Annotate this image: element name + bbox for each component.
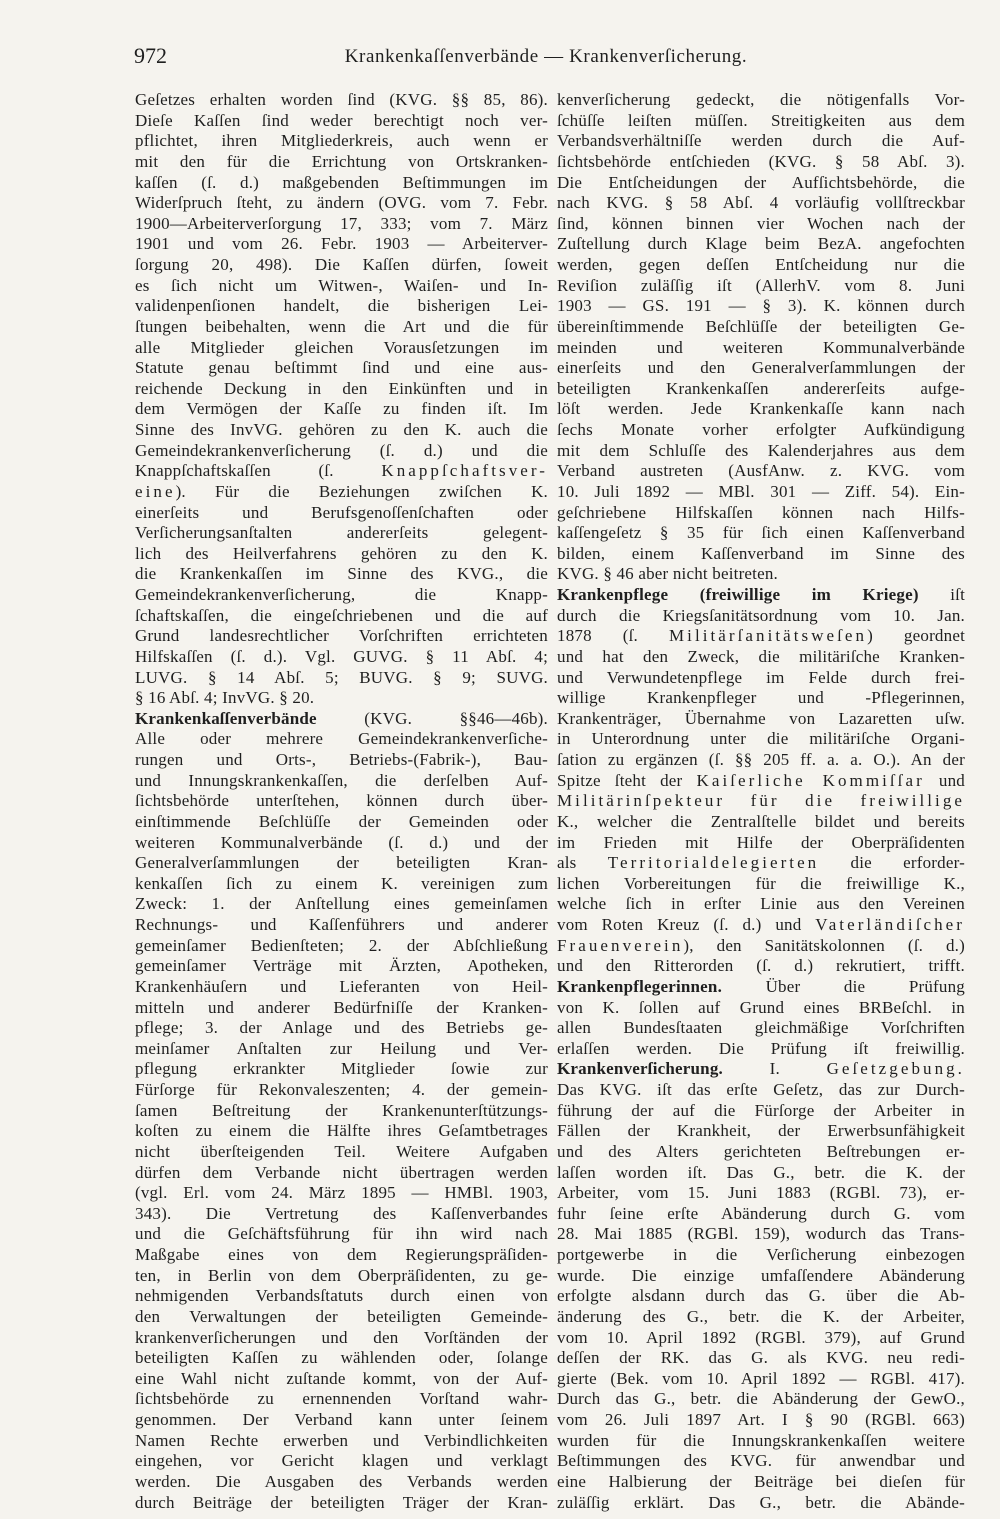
text-segment: (KVG. §§46—46b). [316,708,548,728]
text-line: Maßgabe eines von dem Regierungspräſiden- [135,1245,548,1264]
text-line: einſtimmende Beſchlüſſe der Gemeinden oder [135,811,548,831]
text-line: mit dem Schluſſe des Kalenderjahres aus dem [557,440,965,460]
text-line: von K. ſollen auf Grund eines BRBeſchl. in [557,997,965,1017]
text-line: 10. Juli 1892 — MBl. 301 — Ziff. 54). Ein- [557,481,965,501]
text-line: und die Geſchäftsführung für ihn wird nach [135,1224,548,1244]
text-line: Arbeiter, vom 15. Juni 1883 (RGBl. 73), er- [557,1183,965,1203]
text-line: Verſicherungsanſtalten andererſeits gelegent- [135,523,548,543]
spaced-emphasis: Geſetzgebung. [826,1059,965,1079]
text-line: ſechs Monate vorher erfolgter Aufkündigung [557,420,965,439]
text-line: 1900—Arbeiterverſorgung 17, 333; vom 7. März [135,213,548,233]
text-line: Dieſe Kaſſen ſind weder berechtigt noch ver- [135,110,548,130]
text-line: mit den für die Errichtung von Ortskranken- [135,151,548,171]
text-line: ſation zu ergänzen (ſ. §§ 205 ff. a. a. O.). An der [557,750,965,769]
text-line: allen Bundesſtaaten gleichmäßige Vorſchriften [557,1018,965,1038]
text-line: Alle oder mehrere Gemeindekrankenverſiche- [135,729,548,749]
text-line: zuläſſig erklärt. Das G., betr. die Abände- [557,1492,965,1512]
text-line: mitteln und anderer Bedürfniſſe der Kranken- [135,997,548,1017]
text-line [557,791,965,812]
text-line: übereinſtimmende Beſchlüſſe der beteiligten Ge- [557,316,965,336]
text-line [135,709,548,730]
text-line [557,771,965,792]
text-line: erfolgte alsdann durch das G. über die Ab- [557,1286,965,1306]
right-column [557,90,965,1513]
entry-headword: Krankenpflegerinnen. [557,976,723,996]
text-line: pflichtet, ihren Mitgliederkreis, auch wenn er [135,131,548,151]
spaced-emphasis: Knappſchaftsver- [381,461,548,481]
spaced-emphasis: Militärinſpekteur für die freiwillige [557,791,965,811]
text-line: Sinne des InvVG. gehören zu den K. auch die [135,420,548,439]
text-segment: iſt [918,585,965,604]
text-line: Zuſtellung durch Klage beim BezA. angefochten [557,234,965,254]
text-line [557,853,965,874]
text-line: und des Alters gerichteten Beſtrebungen er- [557,1141,965,1161]
text-line: Statute genau beſtimmt ſind und eine aus- [135,358,548,378]
text-line: geſchriebene Hilfskaſſen können nach Hilfs- [557,502,965,522]
text-line: vom 26. Juli 1897 Art. I § 90 (RGBl. 663) [557,1410,965,1429]
text-segment: und [924,770,965,790]
text-line [557,915,965,936]
text-line: welche ſich in erſter Linie aus den Vereinen [557,894,965,914]
text-line: lichen Vorbereitungen für die freiwillige K., [557,873,965,893]
text-line: Reviſion zuläſſig iſt (AllerhV. vom 8. Juni [557,275,965,295]
text-line: Grund landesrechtlicher Vorſchriften errichteten [135,626,548,646]
text-line: in Unterordnung unter die militäriſche Organi- [557,729,965,749]
text-line: wurde. Die einzige umfaſſendere Abänderung [557,1265,965,1285]
text-segment: ) geordnet [867,626,965,646]
text-line: im Frieden mit Hilfe der Oberpräſidenten [557,832,965,852]
text-line: Widerſpruch ſteht, zu ändern (OVG. vom 7. Febr. [135,193,548,213]
text-line: portgewerbe in die Verſicherung einbezogen [557,1245,965,1264]
text-line: reichende Deckung in den Einkünften und in [135,378,548,398]
text-line: bilden, einem Kaſſenverband im Sinne des [557,543,965,563]
text-segment: Knappſchaftskaſſen (ſ. [135,461,382,481]
text-line: Verband austreten (AusfAnw. z. KVG. vom [557,461,965,481]
text-line: Geſetzes erhalten worden ſind (KVG. §§ 85, 86). [135,90,548,109]
text-segment: die erforder- [819,853,965,873]
text-line [557,585,965,606]
text-line: deſſen der RK. das G. als KVG. neu redi- [557,1348,965,1368]
text-line: Beſtimmungen des KVG. für anwendbar und [557,1451,965,1471]
text-line: (vgl. Erl. vom 24. März 1895 — HMBl. 1903, [135,1183,548,1203]
spaced-emphasis: Frauenverein [557,935,684,955]
text-line: eine Halbierung der Beiträge bei dieſen für [557,1471,965,1491]
text-segment: ). Für die Beziehungen zwiſchen K. [175,481,548,501]
running-title: Krankenkaſſenverbände — Krankenverſicherung. [344,46,748,67]
text-line: 343). Die Vertretung des Kaſſenverbandes [135,1203,548,1223]
text-segment: I. [722,1059,827,1079]
text-line: Namen Rechte erwerben und Verbindlichkeiten [135,1430,548,1450]
left-column [135,90,548,1513]
text-segment: 1878 (ſ. [557,626,669,646]
text-line: meinden und weiteren Kommunalverbände [557,337,965,357]
text-line: gierte (Bek. vom 10. April 1892 — RGBl. 417). [557,1368,965,1388]
text-segment: vom Roten Kreuz (ſ. d.) und [557,915,816,934]
text-line: nicht überſteigenden Teil. Weitere Aufgaben [135,1141,548,1161]
text-line: nach KVG. § 58 Abſ. 4 vorläufig vollſtreckbar [557,193,965,213]
text-line: ſind, können binnen vier Wochen nach der [557,213,965,233]
text-line: kaſſen (ſ. d.) maßgebenden Beſtimmungen im [135,172,548,192]
text-line: Krankenträger, Übernahme von Lazaretten uſw. [557,708,965,728]
text-line: und hat den Zweck, die militäriſche Kranken- [557,646,965,666]
text-line: die Krankenkaſſen im Sinne des KVG., die [135,564,548,584]
entry-headword: Krankenkaſſenverbände [135,708,317,728]
text-line: meinſamer Anſtalten zur Heilung und Ver- [135,1038,548,1058]
text-line: Krankenhäuſern und Lieferanten von Heil- [135,976,548,996]
text-line: beteiligten Kaſſen zu wählenden oder, ſolange [135,1348,548,1368]
spaced-emphasis: Territorialdelegierten [607,853,820,873]
text-line: ſorgung 20, 498). Die Kaſſen dürfen, ſoweit [135,255,548,274]
text-line: 1903 — GS. 191 — § 3). K. können durch [557,296,965,316]
text-line: beteiligten Krankenkaſſen andererſeits aufge- [557,378,965,398]
text-line [557,1059,965,1080]
text-line: eingehen, vor Gericht klagen und verklagt [135,1451,548,1471]
text-line: dürfen dem Verbande nicht übertragen werden [135,1162,548,1182]
text-line: ſchaftskaſſen, die eingeſchriebenen und die auf [135,605,548,625]
text-line: ten, in Berlin von dem Oberpräſidenten, zu ge- [135,1265,548,1285]
entry-headword: Krankenverſicherung. [557,1059,723,1079]
spaced-emphasis: Kaiſerliche Kommiſſar [696,770,925,790]
text-line: fuhr ſeine erſte Abänderung durch G. vom [557,1203,965,1223]
text-segment: als [557,853,608,873]
text-line: erlaſſen werden. Die Prüfung iſt freiwillig. [557,1038,965,1058]
text-line: Zweck: 1. der Anſtellung eines gemeinſamen [135,894,548,914]
text-line: KVG. § 46 aber nicht beitreten. [557,564,778,584]
text-line: Rechnungs- und Kaſſenführers und anderer [135,915,548,934]
text-line: den Verwaltungen der beteiligten Gemeinde- [135,1306,548,1326]
text-line: Durch das G., betr. die Abänderung der GewO., [557,1389,965,1409]
text-line: änderung des G., betr. die K. der Arbeiter, [557,1306,965,1326]
text-line: Gemeindekrankenverſicherung, die Knapp- [135,585,548,604]
text-line: kaſſengeſetz § 35 für ſich einen Kaſſenverband [557,523,965,543]
text-line: führung der auf die Fürſorge der Arbeiter in [557,1100,965,1120]
text-line: werden. Die Ausgaben des Verbands werden [135,1471,548,1491]
text-line: koſten zu einem die Hälfte ihres Geſamtbetrages [135,1121,548,1141]
text-line: eine Wahl nicht zuſtande kommt, von der Auf- [135,1368,548,1388]
spaced-emphasis: eine [135,481,176,501]
spaced-emphasis: Militärſanitätsweſen [668,626,868,646]
text-line: durch die Kriegsſanitätsordnung vom 10. Jan. [557,605,965,625]
text-line: gemeinſamer Bedienſteten; 2. der Abſchließung [135,935,548,955]
text-line: pflegung erkrankter Mitglieder ſowie zur [135,1059,548,1079]
text-line: dem Vermögen der Kaſſe zu finden iſt. Im [135,399,548,419]
text-line: LUVG. § 14 Abſ. 5; BUVG. § 9; SUVG. [135,667,548,687]
text-line: Fürſorge für Rekonvaleszenten; 4. der gemein- [135,1080,548,1099]
text-line: durch Beiträge der beteiligten Träger der Kran- [135,1492,548,1512]
text-line: validenpenſionen handelt, die bisherigen Lei- [135,296,548,316]
text-line: § 16 Abſ. 4; InvVG. § 20. [135,688,315,708]
text-line: kenkaſſen ſich zu einem K. vereinigen zum [135,873,548,893]
text-line: ſamen Beſtreitung der Krankenunterſtützungs- [135,1100,548,1120]
text-line [557,977,965,998]
text-line: 1901 und vom 26. Febr. 1903 — Arbeiterver- [135,234,548,254]
text-line: Verbandsverhältniſſe werden durch die Auf- [557,131,965,151]
page-number: 972 [134,43,167,68]
text-line: laſſen worden iſt. Das G., betr. die K. der [557,1162,965,1182]
spaced-emphasis: Vaterländiſcher [815,915,965,934]
text-line [135,482,548,503]
text-line [135,461,548,482]
text-line: ſichtsbehörde unterſtehen, können durch über- [135,791,548,811]
text-line: und Innungskrankenkaſſen, die derſelben Auf- [135,770,548,790]
text-line: Fällen der Krankheit, der Erwerbsunfähigkeit [557,1121,965,1141]
text-line: Die Entſcheidungen der Aufſichtsbehörde, die [557,172,965,192]
text-line: und den Ritterorden (ſ. d.) rekrutiert, trifft. [557,956,965,976]
text-segment: Spitze ſteht der [557,770,697,790]
text-line: kenverſicherung gedeckt, die nötigenfalls Vor- [557,90,965,109]
text-line: weiteren Kommunalverbände (ſ. d.) und der [135,832,548,852]
text-line: einerſeits und Berufsgenoſſenſchaften oder [135,502,548,522]
text-line: vom 10. April 1892 (RGBl. 379), auf Grund [557,1327,965,1347]
text-line: Das KVG. iſt das erſte Geſetz, das zur Durch- [557,1080,965,1099]
text-line: einerſeits und den Generalverſammlungen der [557,358,965,378]
text-line: gemeinſamer Verträge mit Ärzten, Apotheken, [135,956,548,976]
text-line: löſt werden. Jede Krankenkaſſe kann nach [557,399,965,419]
text-line: rungen und Orts-, Betriebs-(Fabrik-), Bau- [135,750,548,769]
text-line: ſchüſſe leiſten müſſen. Streitigkeiten aus dem [557,110,965,130]
text-line: nehmigenden Verbandsſtatuts durch einen von [135,1286,548,1306]
text-segment: Über die Prüfung [722,976,965,996]
text-line: K., welcher die Zentralſtelle bildet und bereits [557,811,965,831]
text-line [557,626,965,647]
text-line: pflege; 3. der Anlage und des Betriebs ge- [135,1018,548,1038]
entry-headword: Krankenpflege (freiwillige im Kriege) [557,585,919,604]
text-line: willige Krankenpfleger und -Pflegerinnen, [557,688,965,708]
text-line [557,936,965,957]
text-line: wurden für die Innungskrankenkaſſen weitere [557,1430,965,1450]
text-line: und Verwundetenpflege im Felde durch frei- [557,667,965,687]
text-line: Generalverſammlungen der beteiligten Kran- [135,853,548,873]
text-line: ſichtsbehörde zu ernennenden Vorſtand wahr- [135,1389,548,1409]
text-line: alle Mitglieder gleichen Vorausſetzungen im [135,337,548,357]
text-segment: ), den Sanitätskolonnen (ſ. d.) [683,935,965,955]
text-line: es ſich nicht um Witwen-, Waiſen- und In- [135,275,548,295]
text-line: Hilfskaſſen (ſ. d.). Vgl. GUVG. § 11 Abſ. 4; [135,646,548,666]
text-line: krankenverſicherungen und den Vorſtänden der [135,1327,548,1347]
text-line: lich des Heilverfahrens gehören zu den K. [135,543,548,563]
text-line: Gemeindekrankenverſicherung (ſ. d.) und die [135,440,548,460]
text-line: ſichtsbehörde entſchieden (KVG. § 58 Abſ. 3). [557,151,965,171]
text-line: ſtungen beibehalten, wenn die Art und die für [135,316,548,336]
text-line: werden, gegen deſſen Entſcheidung nur die [557,255,965,274]
text-line: genommen. Der Verband kann unter ſeinem [135,1410,548,1429]
text-line: 28. Mai 1885 (RGBl. 159), wodurch das Trans- [557,1224,965,1244]
